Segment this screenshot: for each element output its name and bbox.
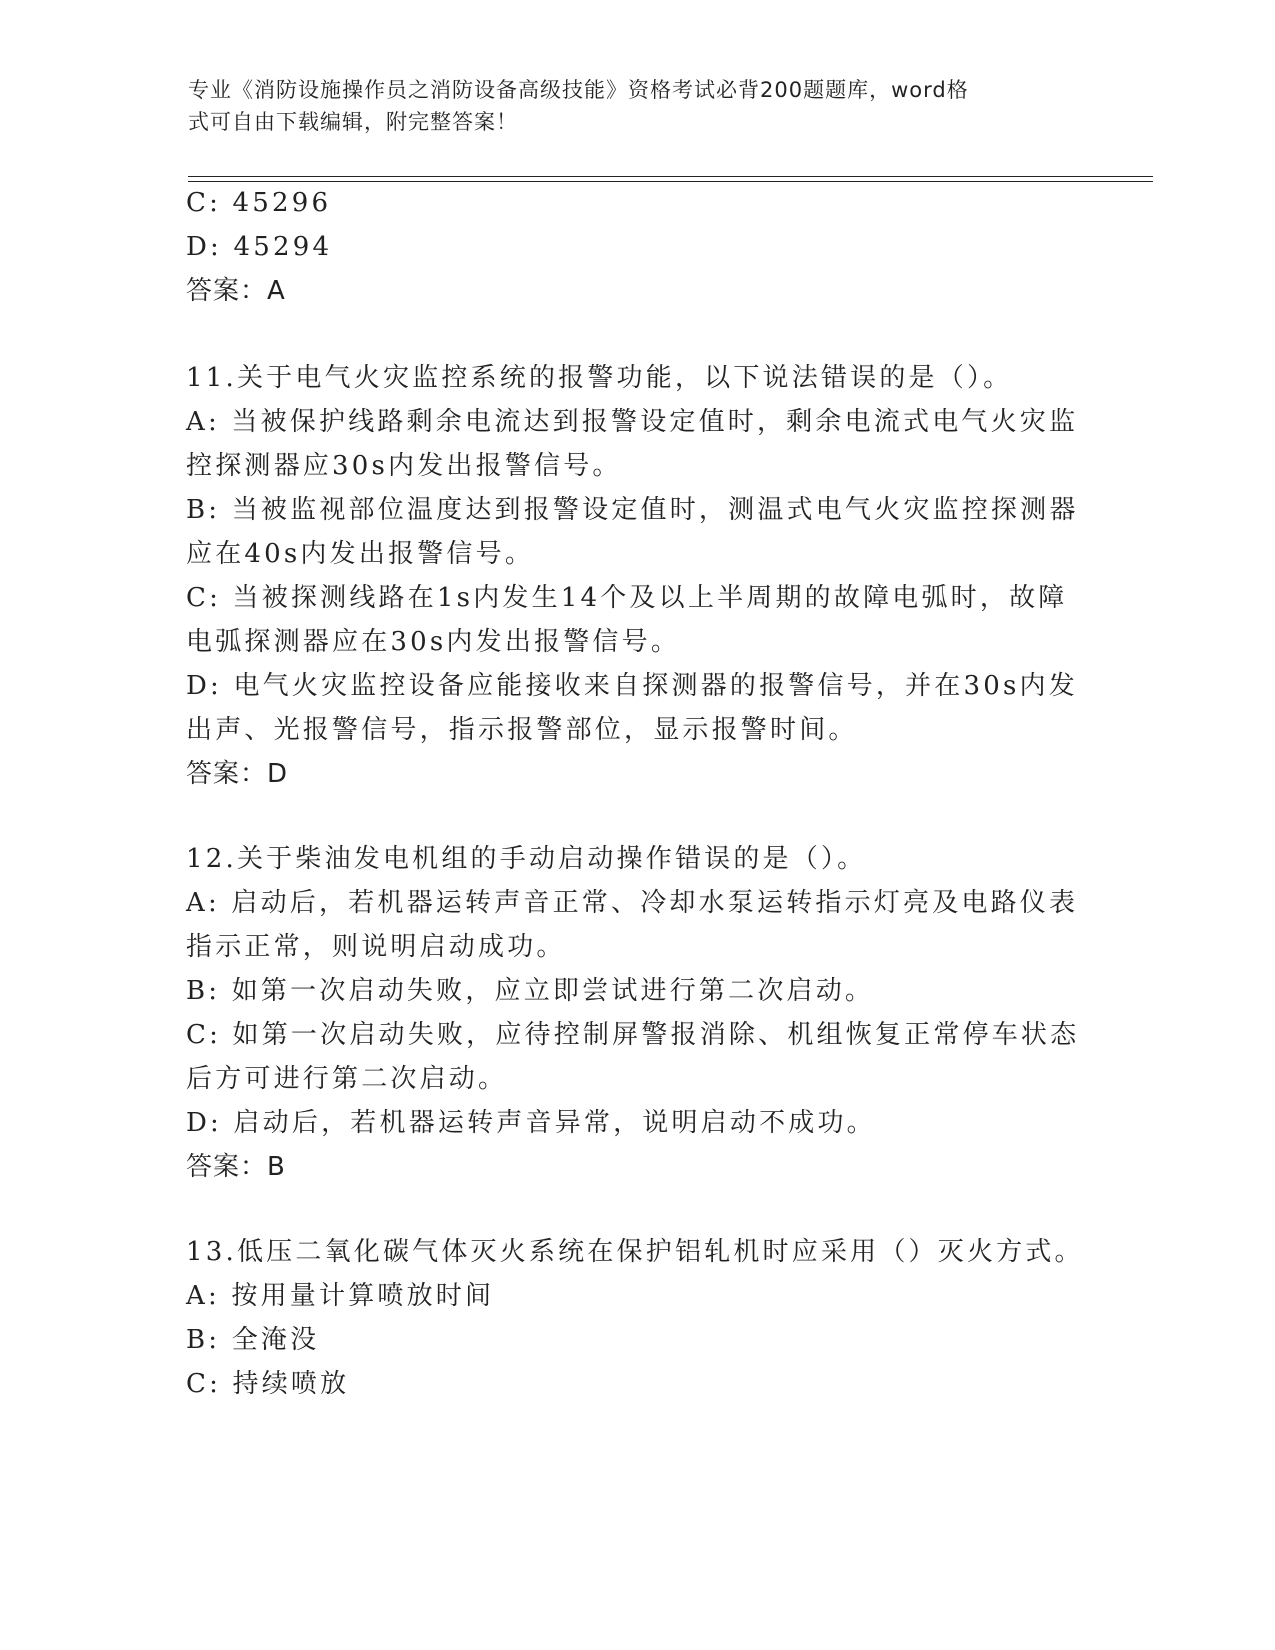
q13-option-a: A: 按用量计算喷放时间 [186,1281,495,1311]
q11-option-c-line-2: 电弧探测器应在30s内发出报警信号。 [186,627,681,657]
q13-option-b: B: 全淹没 [186,1325,320,1355]
q12-option-a-line-2: 指示正常，则说明启动成功。 [186,932,566,962]
q10-option-c: C: 45296 [186,188,332,218]
q12-option-d: D: 启动后，若机器运转声音异常，说明启动不成功。 [186,1108,876,1138]
q13-stem: 13.低压二氧化碳气体灭火系统在保护铝轧机时应采用（）灭火方式。 [186,1237,1084,1267]
q10-option-d: D: 45294 [186,232,333,262]
q12-option-c-line-1: C: 如第一次启动失败，应待控制屏警报消除、机组恢复正常停车状态 [186,1020,1080,1050]
q11-option-a-line-2: 控探测器应30s内发出报警信号。 [186,451,622,481]
q12-option-c-line-2: 后方可进行第二次启动。 [186,1064,508,1094]
q11-option-b-line-1: B: 当被监视部位温度达到报警设定值时，测温式电气火灾监控探测器 [186,495,1079,525]
header-title-line-1: 专业《消防设施操作员之消防设备高级技能》资格考试必背200题题库，word格 [188,78,969,102]
q11-option-b-line-2: 应在40s内发出报警信号。 [186,539,535,569]
q12-stem: 12.关于柴油发电机组的手动启动操作错误的是（）。 [186,844,867,874]
header-title-line-2: 式可自由下载编辑，附完整答案！ [188,110,518,134]
q11-option-d-line-2: 出声、光报警信号，指示报警部位，显示报警时间。 [186,715,858,745]
q11-option-a-line-1: A: 当被保护线路剩余电流达到报警设定值时，剩余电流式电气火灾监 [186,407,1079,437]
q11-answer: 答案：D [186,759,289,789]
q11-option-d-line-1: D: 电气火灾监控设备应能接收来自探测器的报警信号，并在30s内发 [186,671,1078,701]
q12-option-a-line-1: A: 启动后，若机器运转声音正常、冷却水泵运转指示灯亮及电路仪表 [186,888,1079,918]
q11-stem: 11.关于电气火灾监控系统的报警功能，以下说法错误的是（）。 [186,363,1013,393]
header-divider-top [188,176,1153,177]
q11-option-c-line-1: C: 当被探测线路在1s内发生14个及以上半周期的故障电弧时，故障 [186,583,1068,613]
header-divider-bottom [188,181,1153,182]
q12-option-b: B: 如第一次启动失败，应立即尝试进行第二次启动。 [186,976,875,1006]
page-header [188,74,1068,138]
q12-answer: 答案：B [186,1152,286,1182]
q10-answer: 答案：A [186,276,286,306]
q13-option-c: C: 持续喷放 [186,1369,350,1399]
